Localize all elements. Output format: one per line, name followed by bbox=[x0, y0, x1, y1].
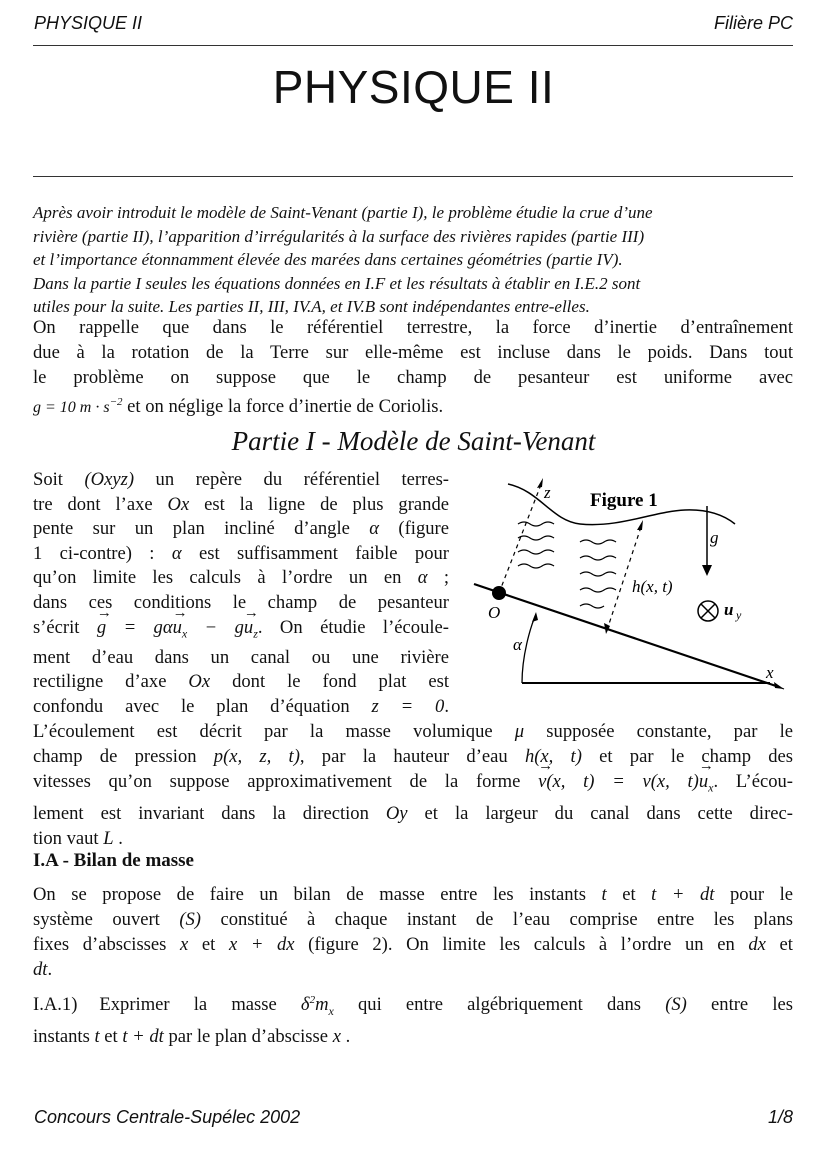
question-number: I.A.1) bbox=[33, 994, 78, 1016]
text-line: s’écrit → $g = g\alpha\to u_x - g\to u_z$. On étudie l’écoule- bbox=[33, 616, 449, 646]
section-heading: I.A - Bilan de masse bbox=[33, 850, 194, 871]
water-ripples bbox=[518, 522, 616, 608]
uy-label: u bbox=[724, 600, 734, 619]
intro-line: et l’importance étonnamment élevée des marées dans certaines géométries (partie IV). bbox=[33, 250, 623, 269]
x-label: x bbox=[766, 663, 774, 682]
page-title: PHYSIQUE II bbox=[272, 61, 555, 113]
z-axis bbox=[499, 482, 542, 593]
text-line: Soit (Oxyz) un repère du référentiel terres- bbox=[33, 469, 449, 490]
origin-label: O bbox=[488, 603, 501, 622]
page-number: 1/8 bbox=[767, 1107, 793, 1127]
uy-subscript: y bbox=[736, 608, 742, 622]
bilan-paragraph bbox=[33, 882, 793, 982]
text-line: 1 ci-contre) : α est suffisamment faible pour bbox=[33, 542, 449, 564]
x-axis-arrow bbox=[774, 682, 784, 689]
z-label: z bbox=[544, 483, 551, 502]
text-line: instants t et t + dt par le plan d’abscisse x . bbox=[33, 1025, 351, 1047]
g-label: g bbox=[710, 528, 719, 547]
partie-title: Partie I - Modèle de Saint-Venant bbox=[231, 426, 596, 456]
text-line: I.A.1) Exprimer la masse $\delta^2m_x$ qui entre algébriquement dans (S) entre les bbox=[33, 994, 793, 1018]
text-line: On se propose de faire un bilan de masse entre les instants t et t + dt pour le bbox=[33, 884, 793, 905]
intro-line: Après avoir introduit le modèle de Saint-Venant (partie I), le problème étudie la crue d’une bbox=[33, 203, 653, 222]
alpha-label: α bbox=[513, 635, 522, 654]
intro-line: utiles pour la suite. Les parties II, III, IV.A, et IV.B sont indépendantes entre-elles. bbox=[33, 297, 590, 316]
text-line: tre dont l’axe Ox est la ligne de plus grande bbox=[33, 493, 449, 515]
intro-paragraph bbox=[33, 201, 793, 319]
question-ia1 bbox=[33, 988, 793, 1049]
text-line: rectiligne d’axe Ox dont le fond plat est bbox=[33, 671, 449, 693]
text-line: champ de pression p(x, z, t), par la hauteur d’eau h(x, t) et par le champ des bbox=[33, 746, 794, 767]
text-line: L’écoulement est décrit par la masse volumique μ supposée constante, par le bbox=[33, 721, 793, 742]
text-line: lement est invariant dans la direction Oy et la largeur du canal dans cette direc- bbox=[33, 802, 793, 824]
angle-arc bbox=[522, 614, 536, 683]
rappel-line bbox=[33, 390, 793, 420]
intro-line: rivière (partie II), l’apparition d’irrégularités à la surface des rivières rapides (partie III) bbox=[33, 226, 645, 246]
header-left: PHYSIQUE II bbox=[34, 13, 143, 33]
header-rule bbox=[33, 45, 793, 46]
text-line: ment d’eau dans un canal ou une rivière bbox=[33, 646, 449, 668]
text-line: qu’on limite les calculs à l’ordre un en α ; bbox=[33, 567, 449, 589]
text-line: vitesses qu’on suppose approximativement de la forme → v(x, t) = v(x, $t)\to u_x$. L’écou- bbox=[33, 769, 793, 801]
text-line: pente sur un plan incliné d’angle α (figure bbox=[33, 518, 449, 540]
intro-line: Dans la partie I seules les équations données en I.F et les résultats à établir en I.E.2 sont bbox=[33, 273, 641, 293]
text-line: système ouvert (S) constitué à chaque instant de l’eau comprise entre les plans bbox=[33, 909, 794, 930]
gravity-equation: g = 10 m · s bbox=[33, 399, 110, 417]
rappel-line: On rappelle que dans le référentiel terrestre, la force d’inertie d’entraînement bbox=[33, 317, 793, 338]
rappel-paragraph bbox=[33, 315, 793, 420]
flow-paragraph bbox=[33, 719, 793, 851]
text-line: dans ces conditions le champ de pesanteur bbox=[33, 591, 449, 613]
header-right: Filière PC bbox=[713, 13, 793, 33]
text-line: fixes d’abscisses x et x + dx (figure 2). On limite les calculs à l’ordre un en dx et bbox=[33, 934, 793, 955]
title-rule bbox=[33, 176, 793, 177]
footer-left: Concours Centrale-Supélec 2002 bbox=[34, 1107, 301, 1127]
figure-label: Figure 1 bbox=[590, 490, 658, 511]
text-line: tion vaut L . bbox=[33, 827, 123, 849]
rappel-line: due à la rotation de la Terre sur elle-même est incluse dans le poids. Dans tout bbox=[33, 342, 793, 363]
gravity-exponent: −2 bbox=[109, 396, 123, 408]
text-line: dt. bbox=[33, 959, 53, 980]
left-column-text bbox=[33, 468, 449, 720]
h-label: h(x, t) bbox=[632, 577, 673, 596]
text-line: confondu avec le plan d’équation z = 0. bbox=[33, 696, 449, 718]
rappel-end: et on néglige la force d’inertie de Coriolis. bbox=[122, 396, 444, 418]
rappel-line: le problème on suppose que le champ de pesanteur est uniforme avec bbox=[33, 367, 793, 388]
figure-1 bbox=[470, 466, 800, 698]
